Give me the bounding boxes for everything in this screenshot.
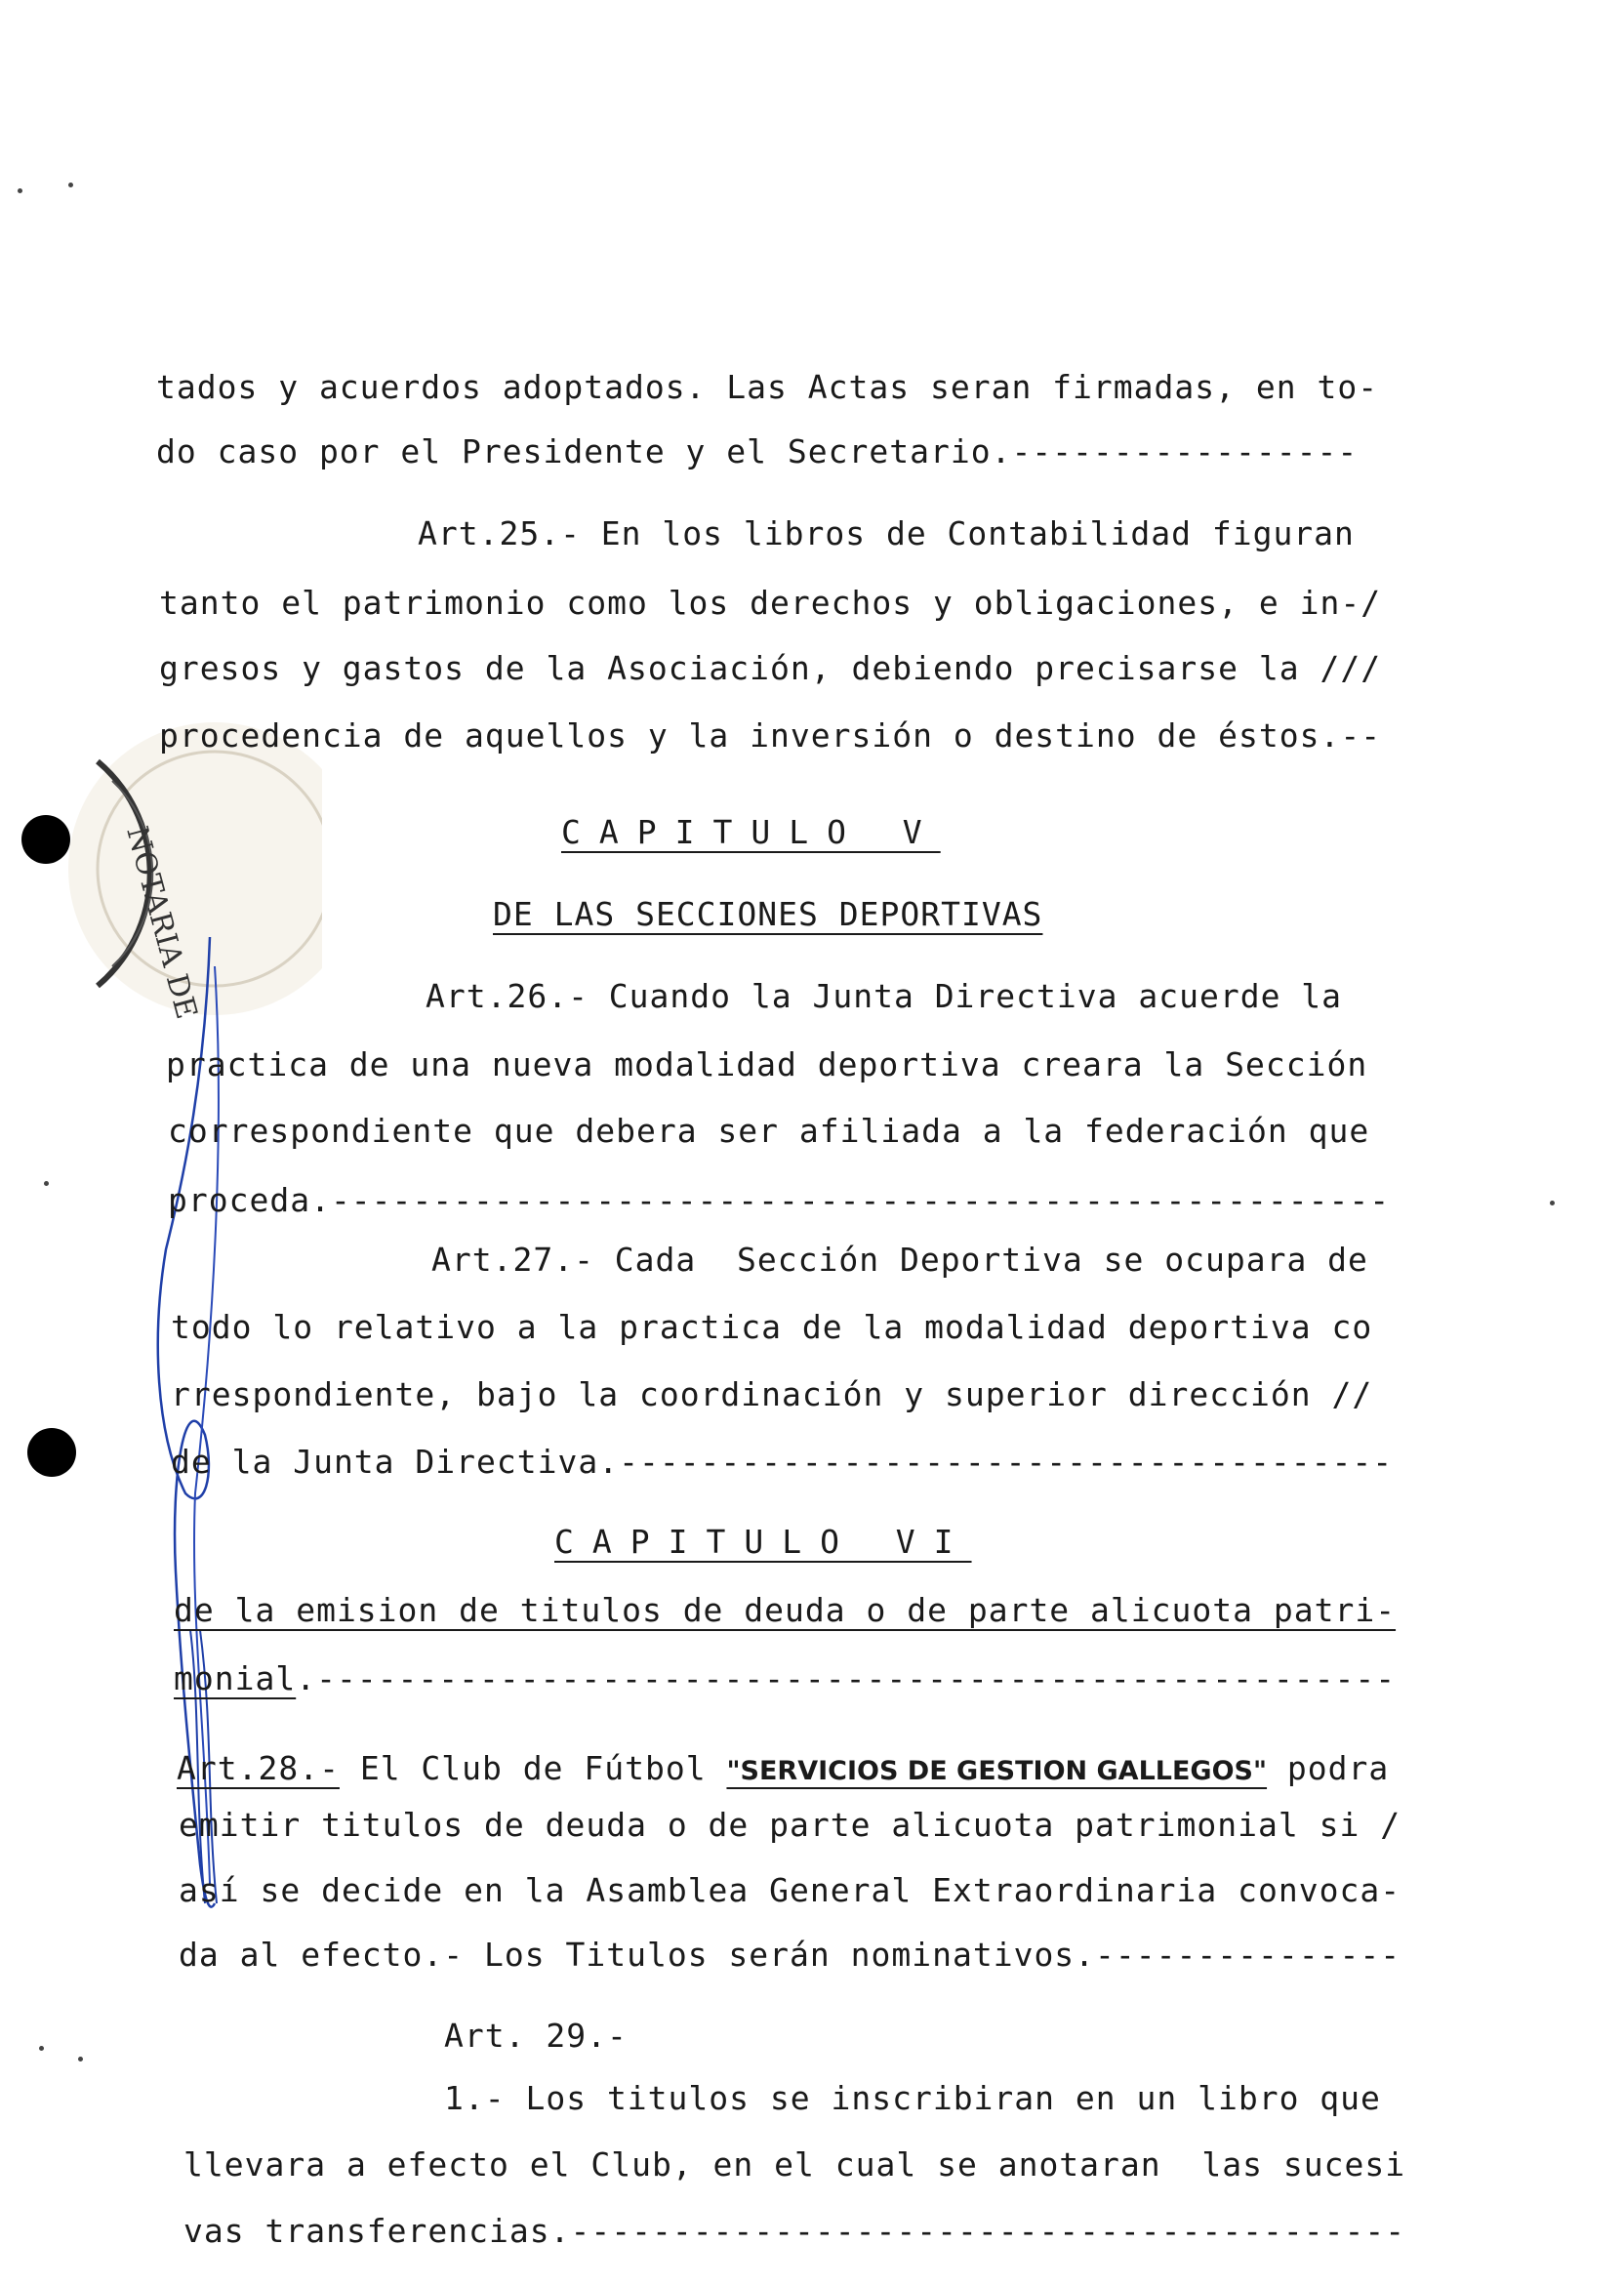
section-title-deportivas: DE LAS SECCIONES DEPORTIVAS (493, 895, 1043, 933)
seal-text: NOTARIA DE (119, 823, 204, 1023)
text-line: llevara a efecto el Club, en el cual se anotaran las sucesi (183, 2145, 1406, 2184)
text-line: emitir titulos de deuda o de parte alicuota patrimonial si / (179, 1806, 1401, 1844)
speck (39, 2046, 44, 2051)
punch-hole-top (21, 815, 70, 864)
article-28-label: Art.28.- (177, 1749, 340, 1787)
text-line: correspondiente que debera ser afiliada a la federación que (168, 1112, 1370, 1150)
text-line: Art.25.- En los libros de Contabilidad figuran (418, 514, 1355, 552)
text-line: 1.- Los titulos se inscribiran en un libro que (444, 2079, 1381, 2117)
section-title-dashes: .----------------------------------------------------- (296, 1659, 1397, 1697)
club-name: "SERVICIOS DE GESTION GALLEGOS" (726, 1756, 1268, 1786)
text-line: Art.27.- Cada Sección Deportiva se ocupara de (431, 1241, 1368, 1279)
text-line: vas transferencias.----------------------------------------- (183, 2212, 1406, 2250)
text-line: da al efecto.- Los Titulos serán nominativos.--------------- (179, 1936, 1401, 1974)
article-29-heading: Art. 29.- (444, 2017, 628, 2055)
text-line: así se decide en la Asamblea General Extraordinaria convoca- (179, 1871, 1401, 1909)
punch-hole-bottom (27, 1428, 76, 1477)
text-line: tanto el patrimonio como los derechos y obligaciones, e in-/ (159, 584, 1382, 622)
text-line: procedencia de aquellos y la inversión o destino de éstos.-- (159, 716, 1382, 755)
text-line: practica de una nueva modalidad deportiva creara la Sección (166, 1045, 1368, 1083)
text-line: tados y acuerdos adoptados. Las Actas seran firmadas, en to- (156, 368, 1379, 406)
speck (1550, 1201, 1555, 1205)
article-28-text: El Club de Fútbol (339, 1749, 727, 1787)
text-line: proceda.---------------------------------------------------- (168, 1181, 1391, 1219)
chapter-heading-v: CAPITULO V (561, 813, 941, 851)
text-line: de la Junta Directiva.-------------------------------------- (171, 1443, 1394, 1481)
text-line: do caso por el Presidente y el Secretario.----------------- (156, 432, 1359, 470)
section-title-titulos-2 (174, 1659, 1396, 1698)
speck (68, 183, 73, 187)
chapter-heading-vi: CAPITULO VI (554, 1523, 972, 1561)
text-line: Art.26.- Cuando la Junta Directiva acuerde la (426, 977, 1343, 1015)
section-title-titulos-1: de la emision de titulos de deuda o de parte alicuota patri- (174, 1591, 1397, 1629)
speck (78, 2057, 83, 2061)
article-28-end: podra (1267, 1749, 1390, 1787)
text-line: gresos y gastos de la Asociación, debiendo precisarse la /// (159, 649, 1382, 687)
speck (18, 188, 22, 193)
section-title-word: monial (174, 1659, 297, 1697)
text-line: rrespondiente, bajo la coordinación y superior dirección // (171, 1375, 1373, 1413)
speck (44, 1181, 49, 1186)
text-line: todo lo relativo a la practica de la modalidad deportiva co (171, 1308, 1373, 1346)
article-28-line (177, 1749, 1389, 1791)
